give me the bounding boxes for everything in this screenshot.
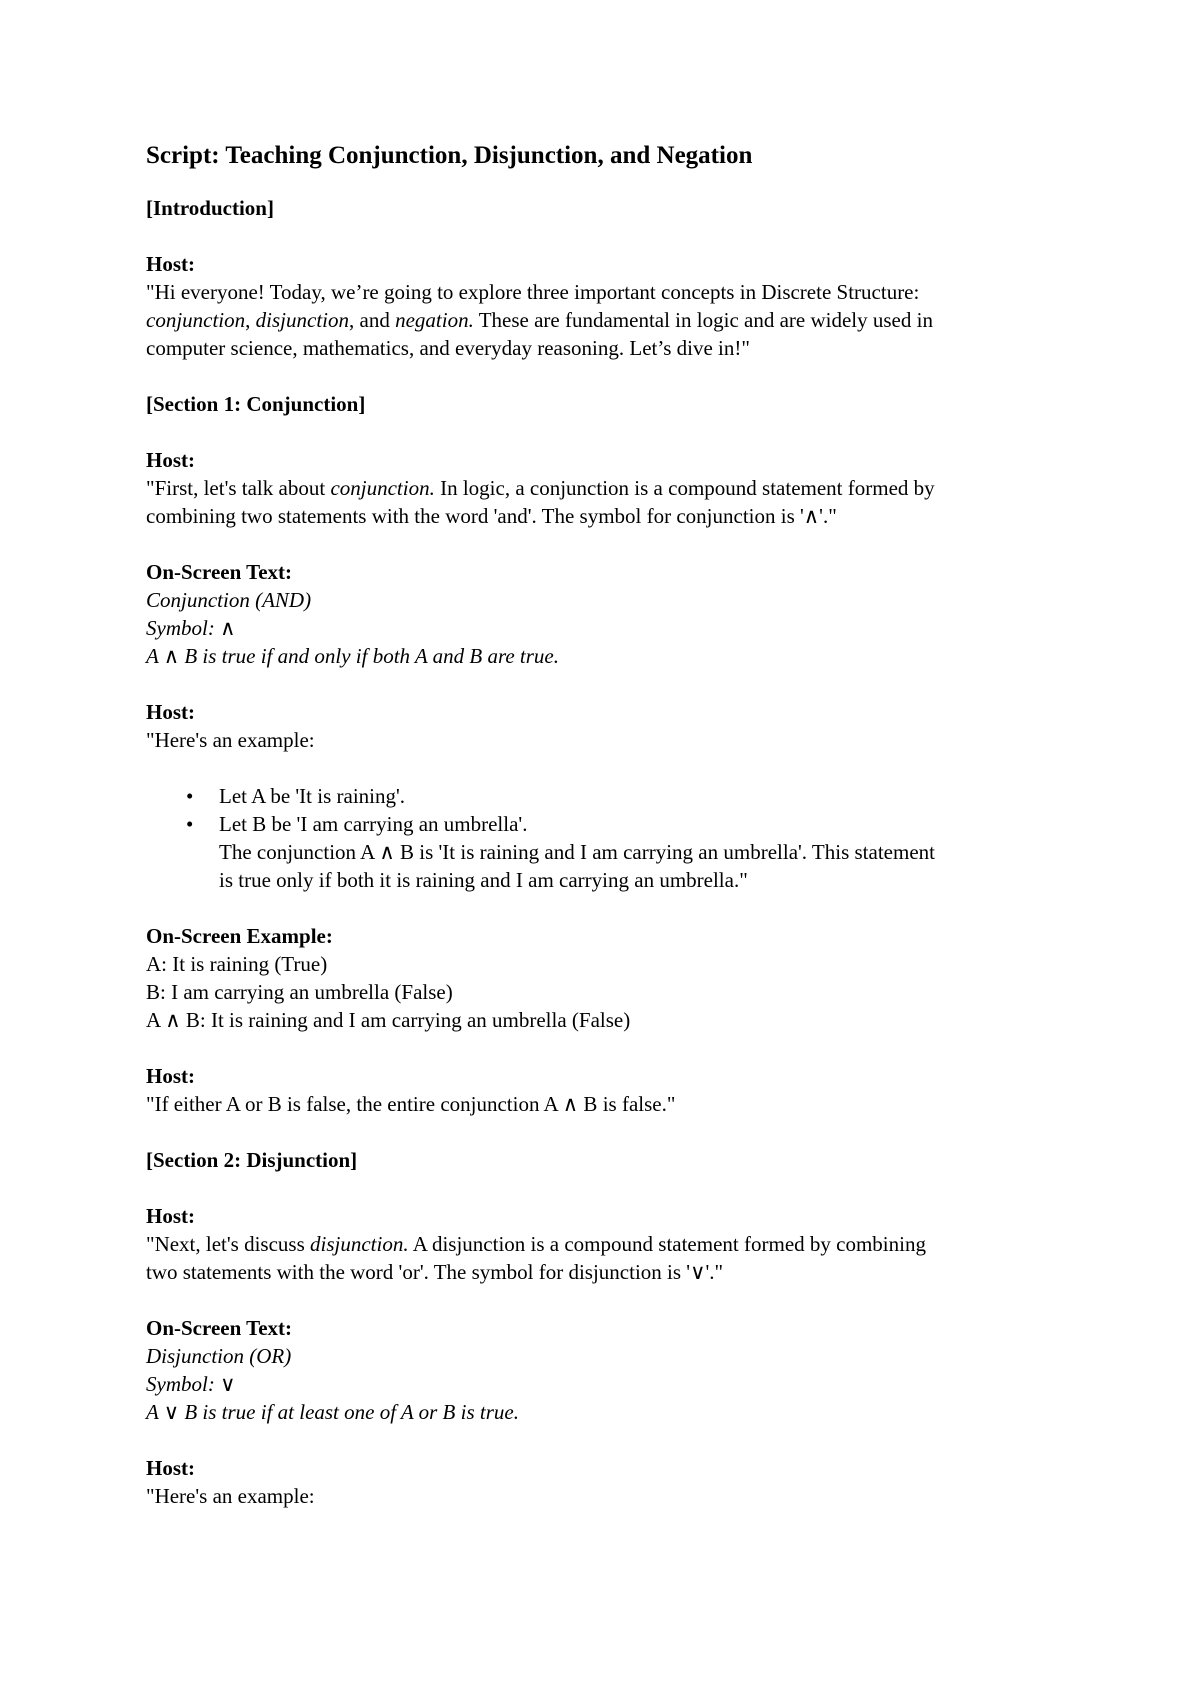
section1-host1-line-2: combining two statements with the word 'and'. The symbol for conjunction is '∧'.": [146, 504, 837, 528]
section2-host1-line-2: two statements with the word 'or'. The symbol for disjunction is '∨'.": [146, 1260, 724, 1284]
speaker-label: Host:: [146, 1064, 195, 1088]
section1-host1-line-1: [146, 474, 1066, 502]
term-conjunction: conjunction.: [330, 476, 435, 500]
section2-host1-line-1: [146, 1230, 1066, 1258]
onscreen-example-line: A: It is raining (True): [146, 952, 328, 976]
intro-heading: [Introduction]: [146, 196, 274, 220]
separator: ,: [245, 308, 256, 332]
example-intro: "Here's an example:: [146, 728, 315, 752]
section2-heading: [Section 2: Disjunction]: [146, 1148, 358, 1172]
section2-onscreen-text-block: [146, 1314, 1066, 1426]
example-bullet-list: [146, 782, 1066, 838]
onscreen-text-line: A ∧ B is true if and only if both A and B are true.: [146, 644, 559, 668]
text-run: "First, let's talk about: [146, 476, 331, 500]
text-run: In logic, a conjunction is a compound statement formed by: [434, 476, 935, 500]
section1-host1-block: [146, 446, 1066, 530]
onscreen-text-line: A ∨ B is true if at least one of A or B is true.: [146, 1400, 519, 1424]
speaker-label: Host:: [146, 252, 195, 276]
section1-onscreen-text-block: [146, 558, 1066, 670]
section1-heading: [Section 1: Conjunction]: [146, 392, 366, 416]
onscreen-example-line: B: I am carrying an umbrella (False): [146, 980, 453, 1004]
section1-host3-line: "If either A or B is false, the entire conjunction A ∧ B is false.": [146, 1092, 676, 1116]
separator: , and: [349, 308, 396, 332]
term-disjunction: disjunction.: [310, 1232, 409, 1256]
list-item: • Let A be 'It is raining'.: [146, 782, 1066, 810]
intro-line-2-rest: These are fundamental in logic and are widely used in: [473, 308, 933, 332]
list-continuation: The conjunction A ∧ B is 'It is raining and I am carrying an umbrella'. This statement: [219, 840, 935, 864]
onscreen-text-label: On-Screen Text:: [146, 560, 293, 584]
onscreen-text-line: Symbol: ∧: [146, 616, 236, 640]
speaker-label: Host:: [146, 700, 195, 724]
text-run: A disjunction is a compound statement formed by combining: [408, 1232, 926, 1256]
intro-line-1: "Hi everyone! Today, we’re going to explore three important concepts in Discrete Structure:: [146, 280, 920, 304]
onscreen-text-line: Disjunction (OR): [146, 1344, 292, 1368]
speaker-label: Host:: [146, 448, 195, 472]
section1-host3-block: [146, 1062, 1066, 1118]
term-conjunction: conjunction: [146, 308, 246, 332]
example-intro: "Here's an example:: [146, 1484, 315, 1508]
spacer: [146, 754, 1066, 782]
intro-host-block: [146, 250, 1066, 362]
onscreen-text-label: On-Screen Text:: [146, 1316, 293, 1340]
list-item: • Let B be 'I am carrying an umbrella'.: [146, 810, 1066, 838]
document-page: [146, 140, 1066, 1538]
term-negation: negation.: [395, 308, 474, 332]
onscreen-text-line: Symbol: ∨: [146, 1372, 236, 1396]
term-disjunction: disjunction: [255, 308, 349, 332]
onscreen-example-line: A ∧ B: It is raining and I am carrying an umbrella (False): [146, 1008, 631, 1032]
intro-line-2: [146, 306, 1066, 334]
onscreen-example-label: On-Screen Example:: [146, 924, 333, 948]
list-continuation: is true only if both it is raining and I am carrying an umbrella.": [219, 868, 748, 892]
section2-host2-block: [146, 1454, 1066, 1510]
section2-host1-block: [146, 1202, 1066, 1286]
speaker-label: Host:: [146, 1456, 195, 1480]
section1-host2-block: [146, 698, 1066, 894]
document-title: Script: Teaching Conjunction, Disjunction, and Negation: [146, 142, 753, 169]
text-run: "Next, let's discuss: [146, 1232, 311, 1256]
section1-onscreen-example-block: [146, 922, 1066, 1034]
onscreen-text-line: Conjunction (AND): [146, 588, 312, 612]
intro-line-3: computer science, mathematics, and everyday reasoning. Let’s dive in!": [146, 336, 750, 360]
speaker-label: Host:: [146, 1204, 195, 1228]
